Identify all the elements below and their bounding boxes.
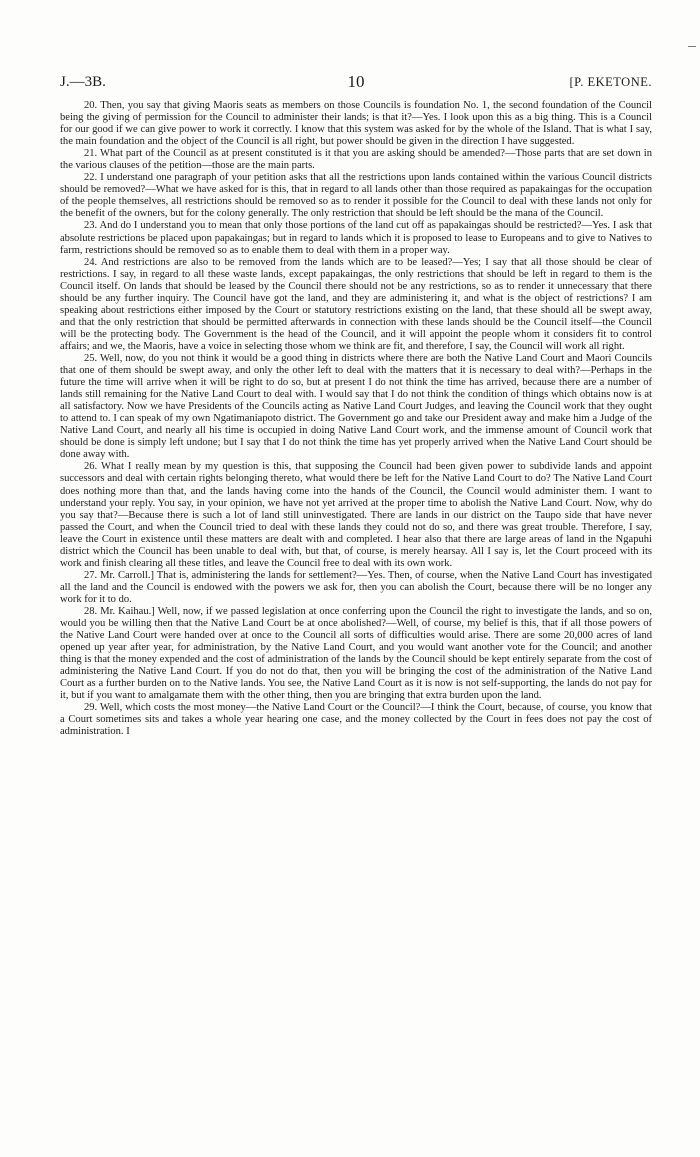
paragraph-24: 24. And restrictions are also to be removed from the lands which are to be leased?—Yes; I say that all those should be clear of restrictions. I say, in regard to all these waste lands, except papakaingas, the only restrictions that should be left in regard to them is the Council itself. On lands that should be leased by the Council there should not be any restrictions, so as to render it unnecessary that there should be any further inquiry. The Council have got the land, and they are administering it, and what is the object of restrictions? I am speaking about restrictions either imposed by the Court or statutory restrictions existing on the land, that these should all be swept away, and that the only restriction that should be permitted afterwards in connection with these lands should be the Council itself—the Council will be the protecting body. The Government is the head of the Council, and it will appoint the people whom it considers fit to control affairs; and we, the Maoris, have a voice in selecting those whom we think are fit, and therefore, I say, the Council will work all right.: [60, 256, 652, 352]
witness-name: [P. EKETONE.: [569, 75, 652, 89]
paragraph-23: 23. And do I understand you to mean that only those portions of the land cut off as papakaingas should be restricted?—Yes. I ask that absolute restrictions be placed upon papakaingas; but in regard to lands which it is proposed to lease to Europeans and to give to Natives to farm, restrictions should be removed so as to enable them to deal with them in a proper way.: [60, 220, 652, 256]
paragraph-22: 22. I understand one paragraph of your petition asks that all the restrictions upon lands contained within the various Council districts should be removed?—What we have asked for is this, that in regard to all lands other than those required as papakaingas for the occupation of the people themselves, all restrictions should be removed so as to render it possible for the Council to deal with these lands not only for the benefit of the owners, but for the colony generally. The only restriction that should be left should be the mana of the Council.: [60, 172, 652, 220]
paragraph-21: 21. What part of the Council as at present constituted is it that you are asking should be amended?—Those parts that are set down in the various clauses of the petition—those are the main parts.: [60, 148, 652, 172]
page-edge-mark: [688, 46, 696, 47]
paragraph-29: 29. Well, which costs the most money—the Native Land Court or the Council?—I think the Court, because, of course, you know that a Court sometimes sits and takes a whole year hearing one case, and the money collected by the Court in fees does not pay the cost of administration. I: [60, 702, 652, 738]
paragraph-27: 27. Mr. Carroll.] That is, administering the lands for settlement?—Yes. Then, of course, when the Native Land Court has investigated all the land and the Council is endowed with the powers we ask for, then you can abolish the Court, because there will be no longer any work for it to do.: [60, 569, 652, 605]
paragraph-20: 20. Then, you say that giving Maoris seats as members on those Councils is foundation No. 1, the second foundation of the Council being the giving of permission for the Council to administer their lands; is that it?—Yes. I look upon this as a big thing. This is a Council for our good if we can give power to work it correctly. I know that this system was asked for by the whole of the Island. That is what I say, the main foundation and the object of the Council is all right, but power should be given in the direction I have suggested.: [60, 100, 652, 148]
transcript-body: [60, 100, 652, 738]
paragraph-28: 28. Mr. Kaihau.] Well, now, if we passed legislation at once conferring upon the Council the right to investigate the lands, and so on, would you be willing then that the Native Land Court be at once abolished?—Well, of course, my belief is this, that if all those powers of the Native Land Court were handed over at once to the Council all sorts of difficulties would arise. There are some 20,000 acres of land opened up year after year, for administration, by the Native Land Court, and you would want another vote for the Council; and another thing is that the money expended and the cost of administration of the lands by the Council should be kept entirely separate from the cost of administering the Native Land Court. If you do not do that, then you will be bringing the cost of the administration of the Native Land Court as a further burden on to the Native lands. You see, the Native Land Court as it is now is not self-supporting, the lands do not pay for it, but if you want to amalgamate them with the other thing, then you are bringing that extra burden upon the land.: [60, 605, 652, 702]
page-number: 10: [347, 72, 365, 91]
document-reference: J.—3B.: [60, 74, 106, 90]
paragraph-25: 25. Well, now, do you not think it would be a good thing in districts where there are both the Native Land Court and Maori Councils that one of them should be swept away, and only the other left to deal with the matters that it is necessary to deal with?—Perhaps in the future the time will arrive when it will be right to do so, but at present I do not think the time has arrived, because there are a number of lands still remaining for the Native Land Court to deal with. I would say that I do not think the condition of things which obtains now is at all satisfactory. Now we have Presidents of the Councils acting as Native Land Court Judges, and leaving the Council work that they ought to attend to. I can speak of my own Ngatimaniapoto district. The Government go and take our President away and make him a Judge of the Native Land Court, and nearly all his time is occupied in doing Native Land Court work, and the immense amount of Council work that should be done is simply left undone; but I say that I do not think the time has yet properly arrived when the Native Land Court should be done away with.: [60, 352, 652, 461]
page-header: [60, 72, 652, 92]
paragraph-26: 26. What I really mean by my question is this, that supposing the Council had been given power to subdivide lands and appoint successors and deal with certain rights belonging thereto, what would there be left for the Native Land Court to do? The Native Land Court does nothing more than that, and the lands having come into the hands of the Council, the Council would administer them. I want to understand your reply. You say, in your opinion, we have not yet arrived at the proper time to abolish the Native Land Court. Now, why do you say that?—Because there is such a lot of land still uninvestigated. There are lands in our district on the Taupo side that have never passed the Court, and when the Council tried to deal with these lands they could not do so, and there was great trouble. Therefore, I say, leave the Court in existence until these matters are dealt with and completed. I hear also that there are large areas of land in the Ngapuhi district which the Council has been unable to deal with, but that, of course, is merely hearsay. All I say is, let the Court proceed with its work and finish clearing all these titles, and leave the Council free to deal with its own work.: [60, 461, 652, 569]
